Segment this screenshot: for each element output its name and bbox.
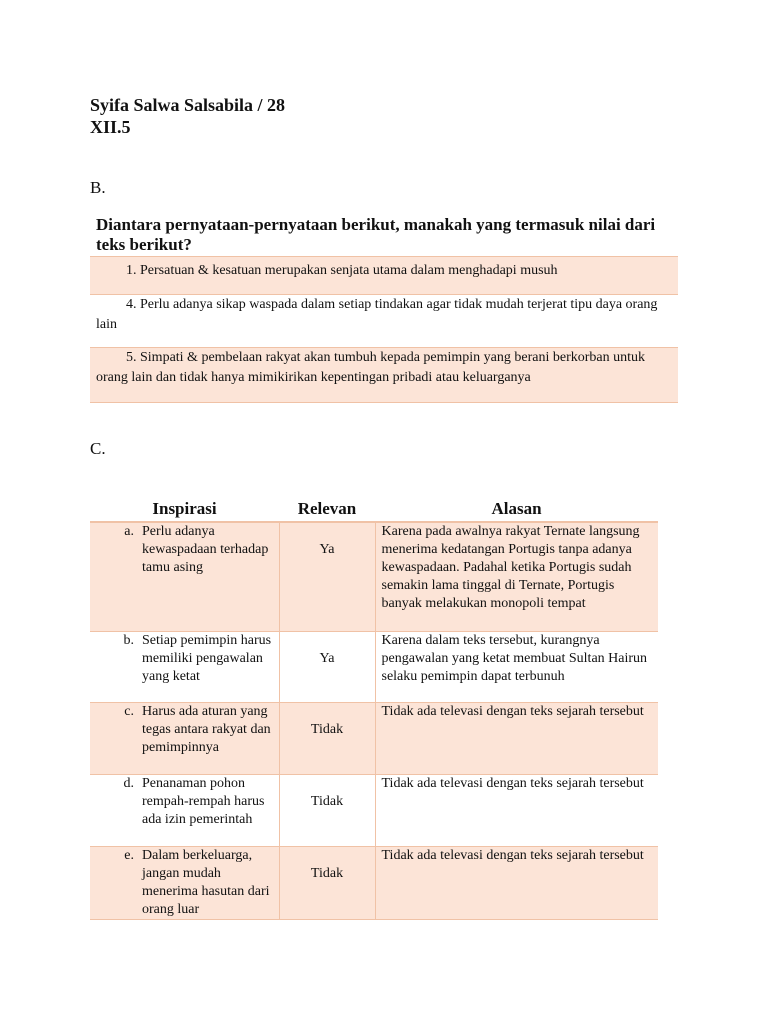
row-relevan: Ya (319, 650, 335, 666)
table-row (90, 631, 658, 702)
row-relevan: Tidak (310, 721, 344, 737)
answer-text: 5. Simpati & pembelaan rakyat akan tumbuh kepada pemimpin yang berani berkorban untuk orang lain dan tidak hanya mimikirikan kepentingan pribadi atau keluarganya (96, 350, 646, 385)
row-letter: c. (124, 703, 134, 719)
answer-text: 4. Perlu adanya sikap waspada dalam setiap tindakan agar tidak mudah terjerat tipu daya orang lain (96, 297, 658, 332)
row-alasan: Tidak ada televasi dengan teks sejarah tersebut (375, 846, 658, 919)
row-inspirasi: Setiap pemimpin harus memiliki pengawalan yang ketat (142, 632, 272, 684)
row-relevan: Tidak (310, 793, 344, 809)
header-alasan: Alasan (375, 497, 658, 522)
header-relevan: Relevan (279, 497, 375, 522)
row-inspirasi: Harus ada aturan yang tegas antara rakyat dan pemimpinnya (142, 703, 271, 755)
row-alasan: Tidak ada televasi dengan teks sejarah tersebut (375, 774, 658, 846)
row-inspirasi: Perlu adanya kewaspadaan terhadap tamu asing (142, 524, 269, 575)
row-inspirasi: Dalam berkeluarga, jangan mudah menerima hasutan dari orang luar (142, 847, 270, 917)
section-b-question: Diantara pernyataan-pernyataan berikut, manakah yang termasuk nilai dari teks berikut? (96, 215, 656, 254)
row-alasan: Tidak ada televasi dengan teks sejarah tersebut (375, 702, 658, 774)
inspiration-table (90, 497, 658, 920)
row-letter: a. (124, 524, 134, 539)
student-name: Syifa Salwa Salsabila / 28 (90, 95, 286, 115)
row-inspirasi: Penanaman pohon rempah-rempah harus ada izin pemerintah (142, 775, 265, 827)
table-row (90, 702, 658, 774)
row-relevan: Ya (319, 542, 335, 557)
section-b-label: B. (90, 178, 106, 197)
header-inspirasi: Inspirasi (90, 497, 279, 522)
table-row (90, 846, 658, 919)
section-b-answers (90, 256, 678, 403)
row-letter: e. (124, 847, 134, 863)
row-letter: d. (123, 775, 134, 791)
row-alasan: Karena pada awalnya rakyat Ternate langsung menerima kedatangan Portugis tanpa adanya kewaspadaan. Padahal ketika Portugis sudah semakin lama tinggal di Ternate, Portugis banyak melakukan monopoli tempat (375, 522, 658, 631)
answer-row (90, 295, 678, 348)
answer-text: 1. Persatuan & kesatuan merupakan senjata utama dalam menghadapi musuh (126, 263, 558, 278)
table-row (90, 774, 658, 846)
table-header-row (90, 497, 658, 522)
row-letter: b. (123, 632, 134, 648)
answer-row (90, 348, 678, 403)
row-alasan: Karena dalam teks tersebut, kurangnya pengawalan yang ketat membuat Sultan Hairun selaku pemimpin dapat terbunuh (375, 631, 658, 702)
student-class: XII.5 (90, 117, 131, 137)
section-c-label: C. (90, 439, 106, 458)
row-relevan: Tidak (310, 865, 344, 881)
table-row (90, 522, 658, 631)
answer-row (90, 256, 678, 295)
